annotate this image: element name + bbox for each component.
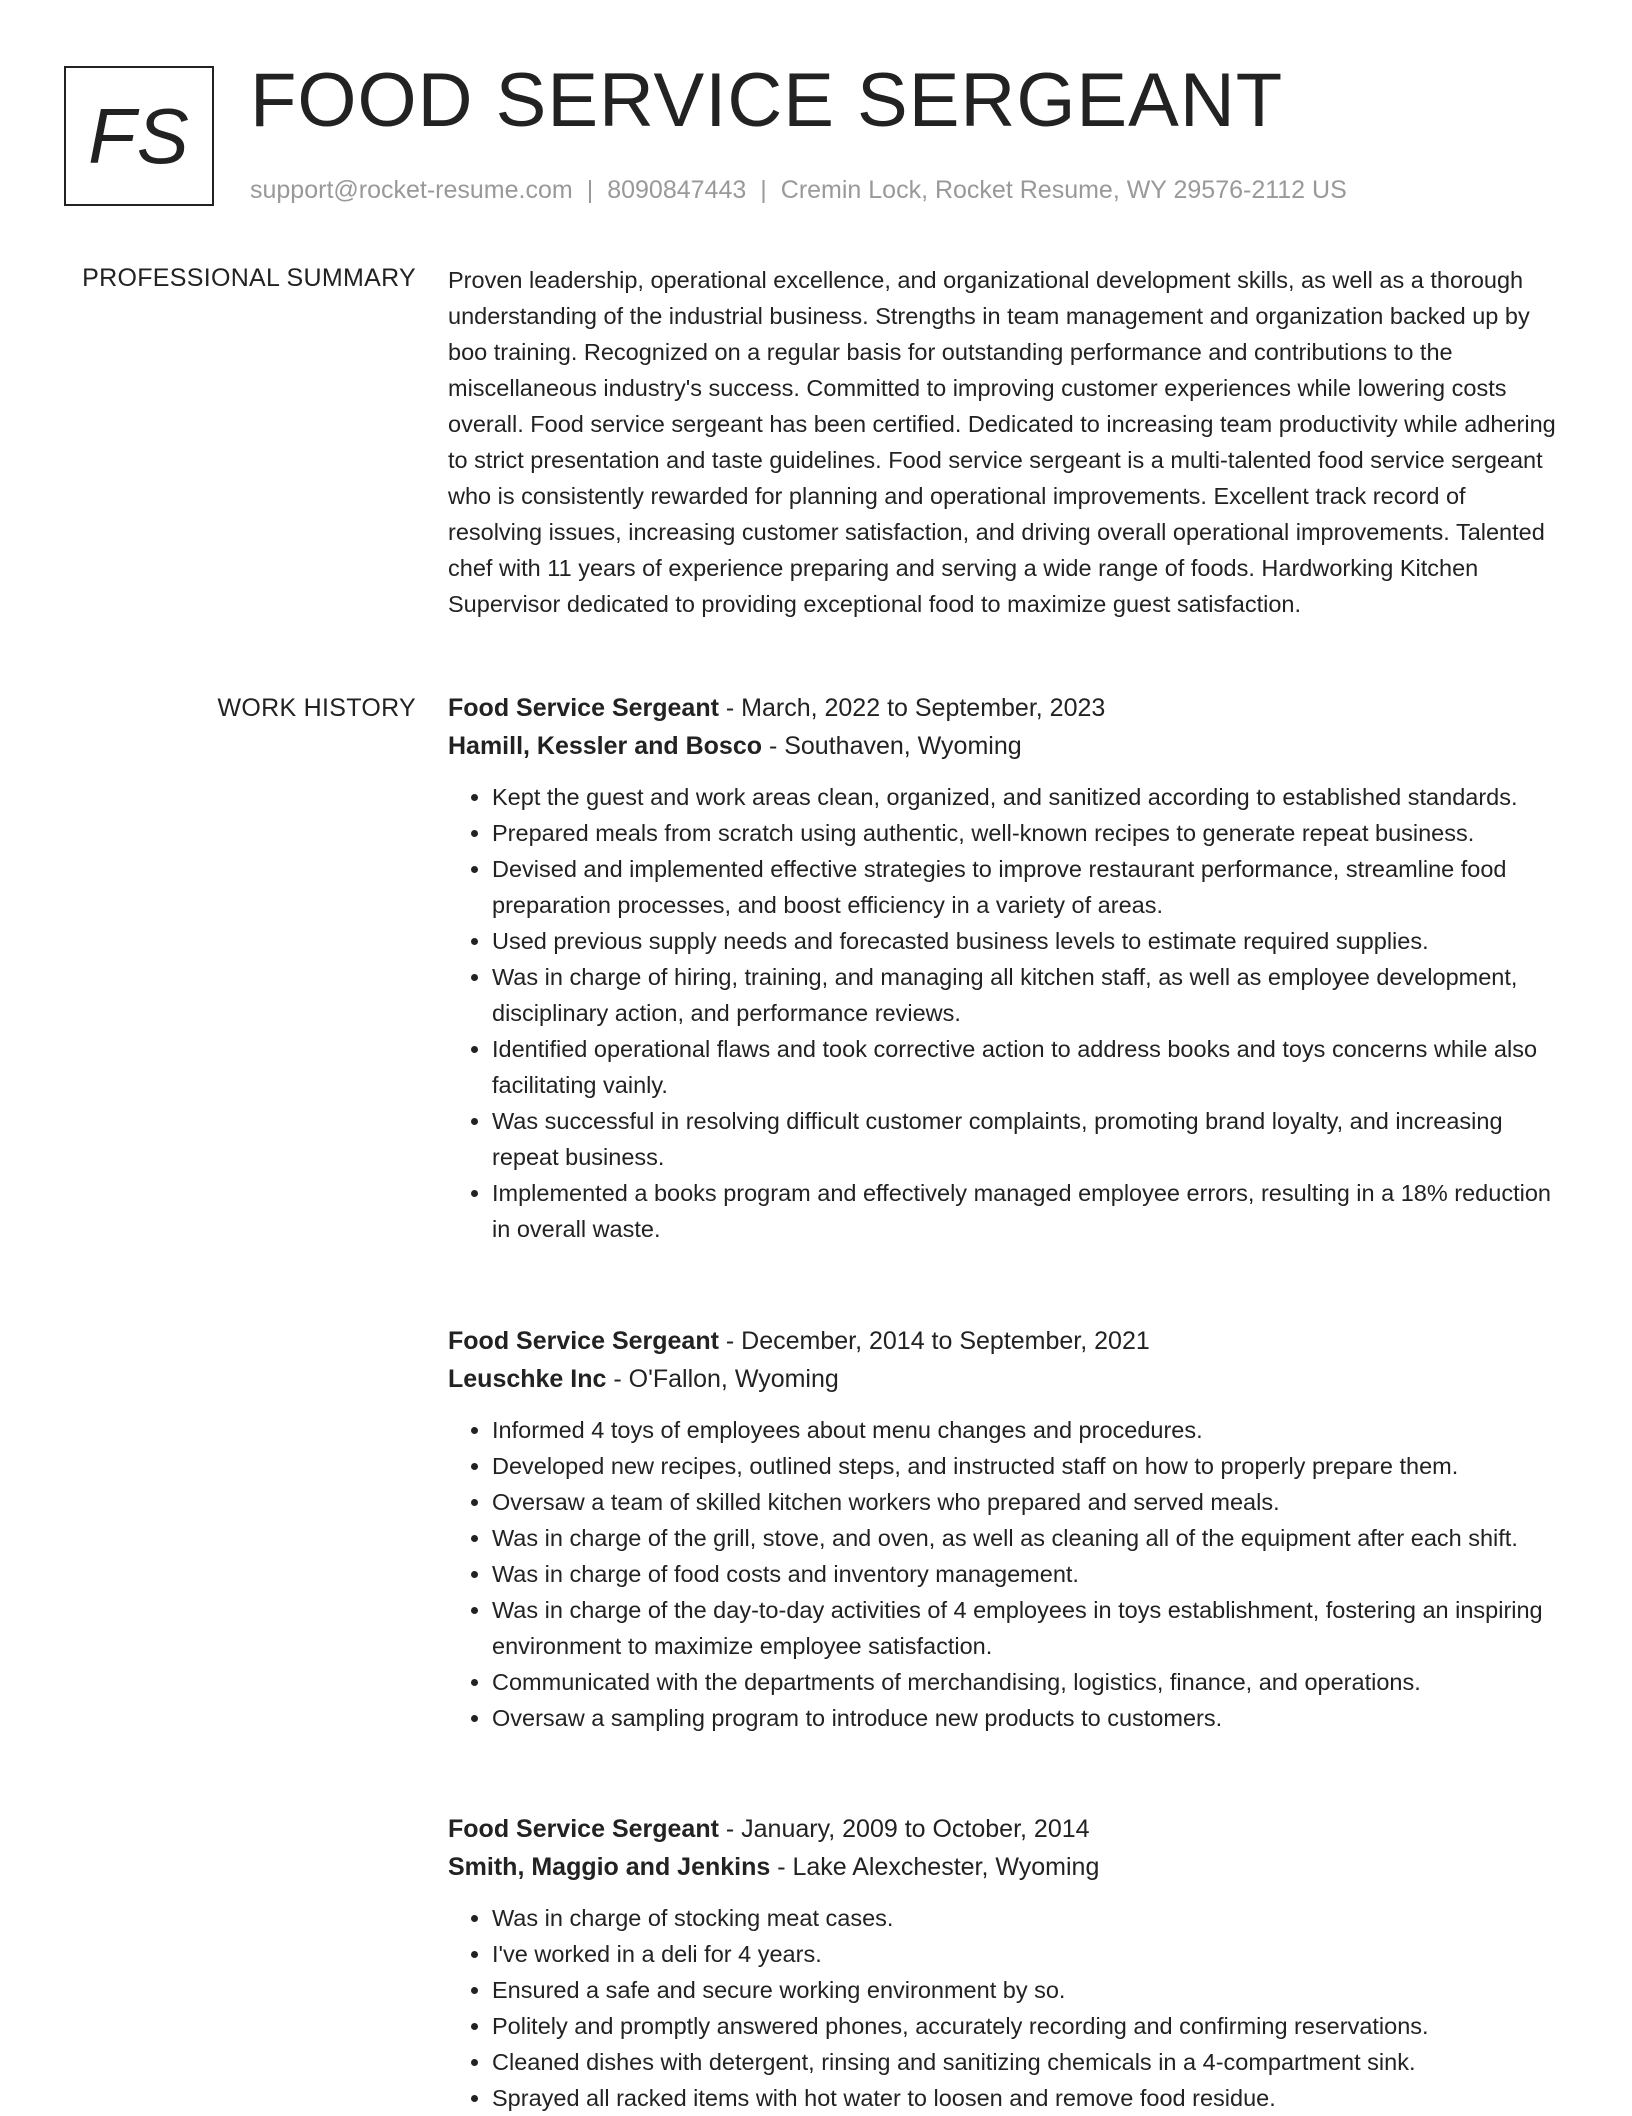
job-bullets bbox=[448, 1412, 1560, 1736]
job-bullet: • Developed new recipes, outlined steps, and instructed staff on how to properly prepare them. bbox=[492, 1448, 1560, 1484]
job-company: Leuschke Inc bbox=[448, 1365, 607, 1393]
job-bullet: • Communicated with the departments of merchandising, logistics, finance, and operations. bbox=[492, 1664, 1560, 1700]
job-bullet: • Was in charge of the grill, stove, and oven, as well as cleaning all of the equipment after each shift. bbox=[492, 1520, 1560, 1556]
job-bullet: • Implemented a books program and effectively managed employee errors, resulting in a 18% reduction in overall waste. bbox=[492, 1175, 1560, 1247]
contact-separator: | bbox=[586, 176, 594, 204]
job-dates: - December, 2014 to September, 2021 bbox=[718, 1327, 1150, 1355]
job-title-line bbox=[448, 689, 1560, 727]
job-bullet: • Used previous supply needs and forecasted business levels to estimate required supplies. bbox=[492, 923, 1560, 959]
job-title: Food Service Sergeant bbox=[448, 1815, 719, 1843]
job-bullet: • Ensured a safe and secure working environment by so. bbox=[492, 1972, 1560, 2008]
job-dates: - January, 2009 to October, 2014 bbox=[718, 1815, 1090, 1843]
job-bullet: • Was successful in resolving difficult customer complaints, promoting brand loyalty, and increasing repeat business. bbox=[492, 1103, 1560, 1175]
job-company-line bbox=[448, 1848, 1560, 1886]
job-bullet: • Sprayed all racked items with hot water to loosen and remove food residue. bbox=[492, 2080, 1560, 2116]
job-bullet: • Kept the guest and work areas clean, organized, and sanitized according to established standards. bbox=[492, 779, 1560, 815]
work-history-label: WORK HISTORY bbox=[217, 694, 416, 722]
job-title-line bbox=[448, 1810, 1560, 1848]
contact-phone: 8090847443 bbox=[607, 176, 747, 204]
job-dates: - March, 2022 to September, 2023 bbox=[718, 694, 1106, 722]
job-location: - Southaven, Wyoming bbox=[762, 732, 1022, 760]
job-bullet: • Politely and promptly answered phones, accurately recording and confirming reservations. bbox=[492, 2008, 1560, 2044]
summary-label: PROFESSIONAL SUMMARY bbox=[82, 264, 416, 292]
job-bullet: • Devised and implemented effective strategies to improve restaurant performance, streamline food preparation processes, and boost efficiency in a variety of areas. bbox=[492, 851, 1560, 923]
summary-body bbox=[448, 262, 1560, 622]
job-bullet: • Was in charge of the day-to-day activities of 4 employees in toys establishment, fostering an inspiring environment to maximize employee satisfaction. bbox=[492, 1592, 1560, 1664]
contact-separator: | bbox=[760, 176, 767, 204]
job-location: - O'Fallon, Wyoming bbox=[606, 1365, 839, 1393]
monogram-initials: FS bbox=[88, 91, 190, 180]
job-bullet: • Oversaw a sampling program to introduce new products to customers. bbox=[492, 1700, 1560, 1736]
job-bullet: • Was in charge of hiring, training, and managing all kitchen staff, as well as employee development, disciplinary action, and performance reviews. bbox=[492, 959, 1560, 1031]
resume-title: FOOD SERVICE SERGEANT bbox=[250, 58, 1284, 143]
monogram-box bbox=[64, 66, 214, 206]
job-title: Food Service Sergeant bbox=[448, 1327, 719, 1355]
job-bullet: • Prepared meals from scratch using authentic, well-known recipes to generate repeat business. bbox=[492, 815, 1560, 851]
job-bullet: • Oversaw a team of skilled kitchen workers who prepared and served meals. bbox=[492, 1484, 1560, 1520]
job-title: Food Service Sergeant bbox=[448, 694, 719, 722]
job-company-line bbox=[448, 727, 1560, 765]
job-company: Smith, Maggio and Jenkins bbox=[448, 1853, 771, 1881]
job-title-line bbox=[448, 1322, 1560, 1360]
contact-email: support@rocket-resume.com bbox=[250, 176, 573, 204]
job-entry bbox=[448, 689, 1560, 1247]
contact-line bbox=[250, 174, 1347, 206]
job-bullet: • Was in charge of stocking meat cases. bbox=[492, 1900, 1560, 1936]
job-bullets bbox=[448, 779, 1560, 1247]
job-bullet: • Identified operational flaws and took corrective action to address books and toys concerns while also facilitating vainly. bbox=[492, 1031, 1560, 1103]
job-bullet: • Cleaned dishes with detergent, rinsing and sanitizing chemicals in a 4-compartment sink. bbox=[492, 2044, 1560, 2080]
job-company-line bbox=[448, 1360, 1560, 1398]
job-entry bbox=[448, 1322, 1560, 1736]
summary-text: Proven leadership, operational excellence, and organizational development skills, as well as a thorough understanding of the industrial business. Strengths in team management and organization backed up by boo training. Recognized on a regular basis for outstanding performance and contributions to the miscellaneous industry's success. Committed to improving customer experiences while lowering costs overall. Food service sergeant has been certified. Dedicated to increasing team productivity while adhering to strict presentation and taste guidelines. Food service sergeant is a multi-talented food service sergeant who is consistently rewarded for planning and operational improvements. Excellent track record of resolving issues, increasing customer satisfaction, and driving overall operational improvements. Talented chef with 11 years of experience preparing and serving a wide range of foods. Hardworking Kitchen Supervisor dedicated to providing exceptional food to maximize guest satisfaction. bbox=[448, 267, 1556, 617]
job-company: Hamill, Kessler and Bosco bbox=[448, 732, 763, 760]
job-bullet: • Informed 4 toys of employees about menu changes and procedures. bbox=[492, 1412, 1560, 1448]
contact-address: Cremin Lock, Rocket Resume, WY 29576-2112 US bbox=[780, 176, 1347, 204]
job-bullets bbox=[448, 1900, 1560, 2116]
job-bullet: • Was in charge of food costs and inventory management. bbox=[492, 1556, 1560, 1592]
job-entry bbox=[448, 1810, 1560, 2116]
job-location: - Lake Alexchester, Wyoming bbox=[770, 1853, 1100, 1881]
job-bullet: • I've worked in a deli for 4 years. bbox=[492, 1936, 1560, 1972]
